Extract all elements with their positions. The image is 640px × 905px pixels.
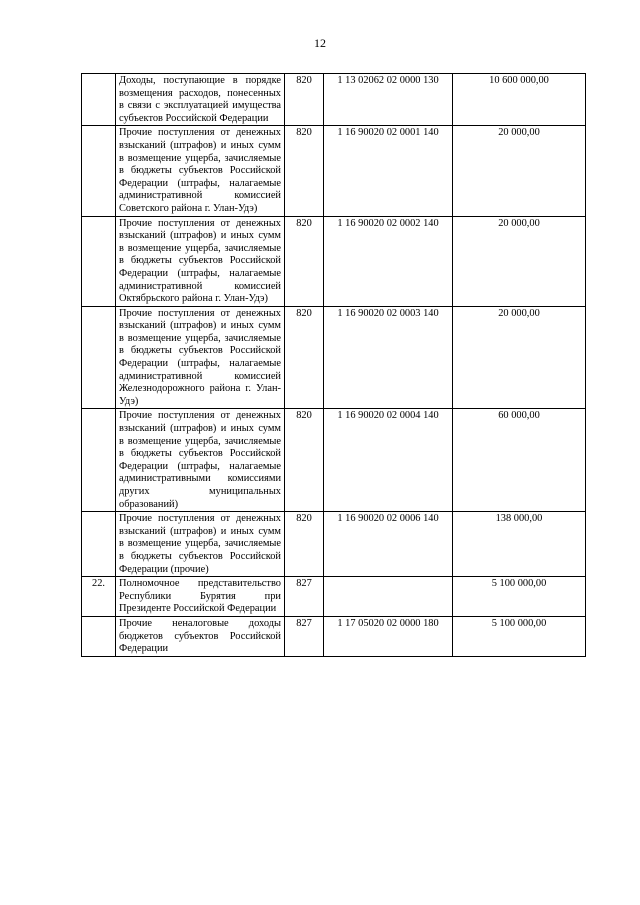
revenue-name-cell: Прочие неналоговые доходы бюджетов субъектов Российской Федерации xyxy=(116,616,285,656)
revenue-name-cell: Прочие поступления от денежных взысканий (штрафов) и иных сумм в возмещение ущерба, зачисляемые в бюджеты субъектов Российской Федерации (штрафы, налагаемые административной комиссией Советского района г. Улан-Удэ) xyxy=(116,126,285,216)
amount-cell: 20 000,00 xyxy=(453,306,586,409)
administrator-code-cell: 820 xyxy=(285,216,324,306)
amount-cell: 10 600 000,00 xyxy=(453,74,586,126)
revenue-name-cell: Прочие поступления от денежных взысканий (штрафов) и иных сумм в возмещение ущерба, зачисляемые в бюджеты субъектов Российской Федерации (штрафы, налагаемые административной комиссией Октябрьского района г. Улан-Удэ) xyxy=(116,216,285,306)
row-number-cell xyxy=(82,409,116,512)
budget-classification-code-cell: 1 16 90020 02 0004 140 xyxy=(324,409,453,512)
revenue-table xyxy=(81,73,586,657)
revenue-name-cell: Прочие поступления от денежных взысканий (штрафов) и иных сумм в возмещение ущерба, зачисляемые в бюджеты субъектов Российской Федерации (штрафы, налагаемые административными комиссиями других муниципальных образований) xyxy=(116,409,285,512)
table-row xyxy=(82,512,586,577)
revenue-name-cell: Прочие поступления от денежных взысканий (штрафов) и иных сумм в возмещение ущерба, зачисляемые в бюджеты субъектов Российской Федерации (штрафы, налагаемые административной комиссией Железнодорожного района г. Улан-Удэ) xyxy=(116,306,285,409)
table-row xyxy=(82,616,586,656)
revenue-name-cell: Прочие поступления от денежных взысканий (штрафов) и иных сумм в возмещение ущерба, зачисляемые в бюджеты субъектов Российской Федерации (прочие) xyxy=(116,512,285,577)
budget-classification-code-cell: 1 16 90020 02 0002 140 xyxy=(324,216,453,306)
table-row xyxy=(82,74,586,126)
budget-classification-code-cell xyxy=(324,577,453,617)
table-row xyxy=(82,126,586,216)
administrator-code-cell: 820 xyxy=(285,306,324,409)
budget-classification-code-cell: 1 13 02062 02 0000 130 xyxy=(324,74,453,126)
budget-classification-code-cell: 1 16 90020 02 0006 140 xyxy=(324,512,453,577)
row-number-cell: 22. xyxy=(82,577,116,617)
table-row xyxy=(82,216,586,306)
row-number-cell xyxy=(82,306,116,409)
row-number-cell xyxy=(82,74,116,126)
administrator-code-cell: 827 xyxy=(285,616,324,656)
amount-cell: 20 000,00 xyxy=(453,216,586,306)
budget-classification-code-cell: 1 17 05020 02 0000 180 xyxy=(324,616,453,656)
administrator-code-cell: 820 xyxy=(285,126,324,216)
administrator-code-cell: 820 xyxy=(285,512,324,577)
amount-cell: 5 100 000,00 xyxy=(453,577,586,617)
amount-cell: 5 100 000,00 xyxy=(453,616,586,656)
revenue-name-cell: Полномочное представительство Республики Бурятия при Президенте Российской Федерации xyxy=(116,577,285,617)
row-number-cell xyxy=(82,512,116,577)
row-number-cell xyxy=(82,216,116,306)
amount-cell: 138 000,00 xyxy=(453,512,586,577)
administrator-code-cell: 820 xyxy=(285,409,324,512)
amount-cell: 20 000,00 xyxy=(453,126,586,216)
administrator-code-cell: 820 xyxy=(285,74,324,126)
table-row xyxy=(82,306,586,409)
row-number-cell xyxy=(82,126,116,216)
row-number-cell xyxy=(82,616,116,656)
administrator-code-cell: 827 xyxy=(285,577,324,617)
table-row xyxy=(82,409,586,512)
budget-classification-code-cell: 1 16 90020 02 0001 140 xyxy=(324,126,453,216)
page-number: 12 xyxy=(314,36,326,50)
table-row xyxy=(82,577,586,617)
budget-classification-code-cell: 1 16 90020 02 0003 140 xyxy=(324,306,453,409)
amount-cell: 60 000,00 xyxy=(453,409,586,512)
revenue-name-cell: Доходы, поступающие в порядке возмещения расходов, понесенных в связи с эксплуатацией имущества субъектов Российской Федерации xyxy=(116,74,285,126)
